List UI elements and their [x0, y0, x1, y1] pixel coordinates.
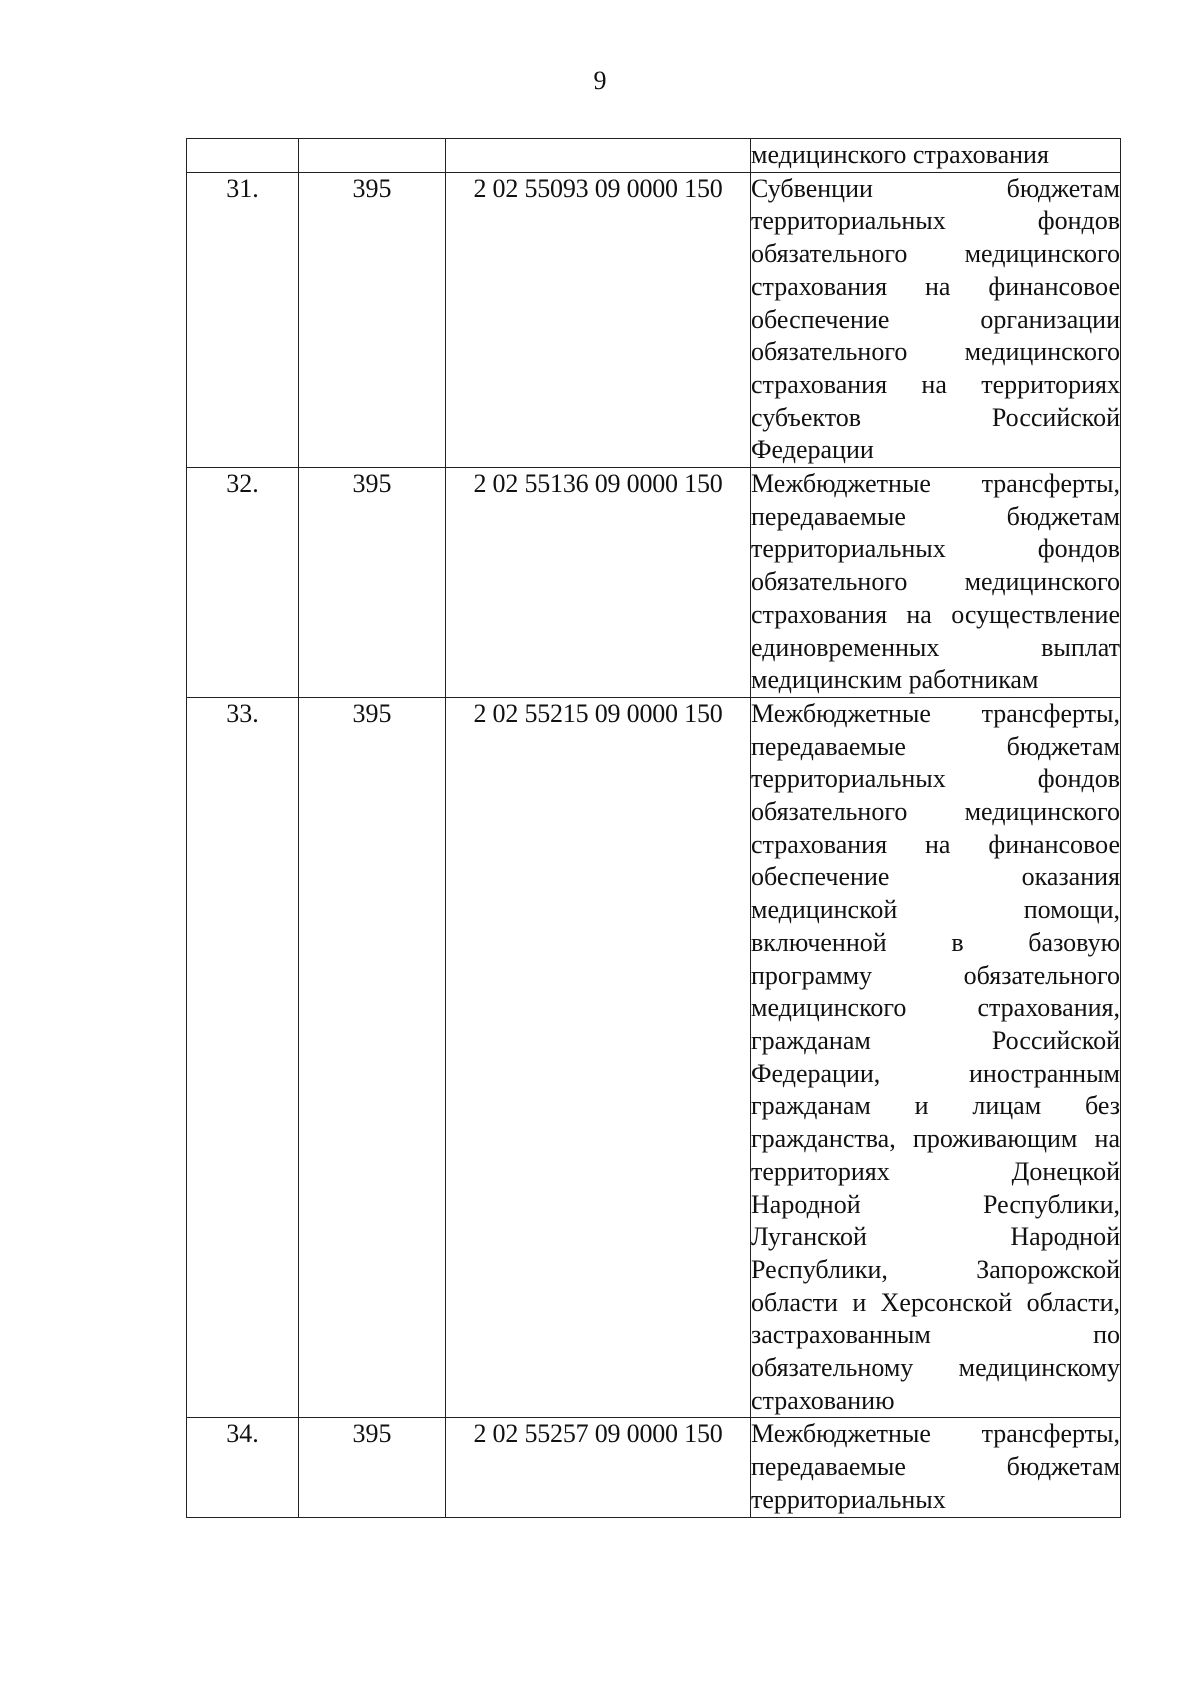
- description-cell: [751, 172, 1121, 467]
- budget-classification-code-cell: [446, 139, 751, 173]
- description-cell: [751, 139, 1121, 173]
- description-text: Межбюджетные трансферты, передаваемые бюджетам территориальных: [751, 1419, 1120, 1514]
- row-number-cell: 34.: [187, 1418, 299, 1517]
- description-text: Межбюджетные трансферты, передаваемые бюджетам территориальных фондов обязательного медицинского страхования на осуществление единовременных выплат медицинским работникам: [751, 469, 1120, 695]
- row-number-cell: [187, 139, 299, 173]
- admin-code-cell: 395: [299, 697, 446, 1417]
- description-text: Межбюджетные трансферты, передаваемые бюджетам территориальных фондов обязательного медицинского страхования на финансовое обеспечение оказания медицинской помощи, включенной в базовую программу обязательного медицинского страхования, гражданам Российской Федерации, иностранным гражданам и лицам без гражданства, проживающим на территориях Донецкой Народной Республики, Луганской Народной Республики, Запорожской области и Херсонской области, застрахованным по обязательному медицинскому страхованию: [751, 698, 1120, 1415]
- admin-code-cell: 395: [299, 468, 446, 698]
- admin-code-cell: 395: [299, 1418, 446, 1517]
- admin-code-cell: 395: [299, 172, 446, 467]
- budget-classification-code-cell: 2 02 55136 09 0000 150: [446, 468, 751, 698]
- row-number-cell: 31.: [187, 172, 299, 467]
- description-text: Субвенции бюджетам территориальных фондов обязательного медицинского страхования на финансовое обеспечение организации обязательного медицинского страхования на территориях субъектов Российской Федерации: [751, 173, 1120, 465]
- table-row: [187, 697, 1121, 1417]
- table-row: [187, 1418, 1121, 1517]
- budget-classification-code-cell: 2 02 55093 09 0000 150: [446, 172, 751, 467]
- table-row: [187, 468, 1121, 698]
- budget-classification-code-cell: 2 02 55215 09 0000 150: [446, 697, 751, 1417]
- budget-codes-table: [186, 138, 1121, 1518]
- table-row-continuation: [187, 139, 1121, 173]
- row-number-cell: 33.: [187, 697, 299, 1417]
- page-number: 9: [593, 66, 607, 95]
- description-cell: [751, 1418, 1121, 1517]
- budget-classification-code-cell: 2 02 55257 09 0000 150: [446, 1418, 751, 1517]
- description-cell: [751, 697, 1121, 1417]
- description-cell: [751, 468, 1121, 698]
- row-number-cell: 32.: [187, 468, 299, 698]
- table-row: [187, 172, 1121, 467]
- admin-code-cell: [299, 139, 446, 173]
- description-text: медицинского страхования: [751, 140, 1049, 169]
